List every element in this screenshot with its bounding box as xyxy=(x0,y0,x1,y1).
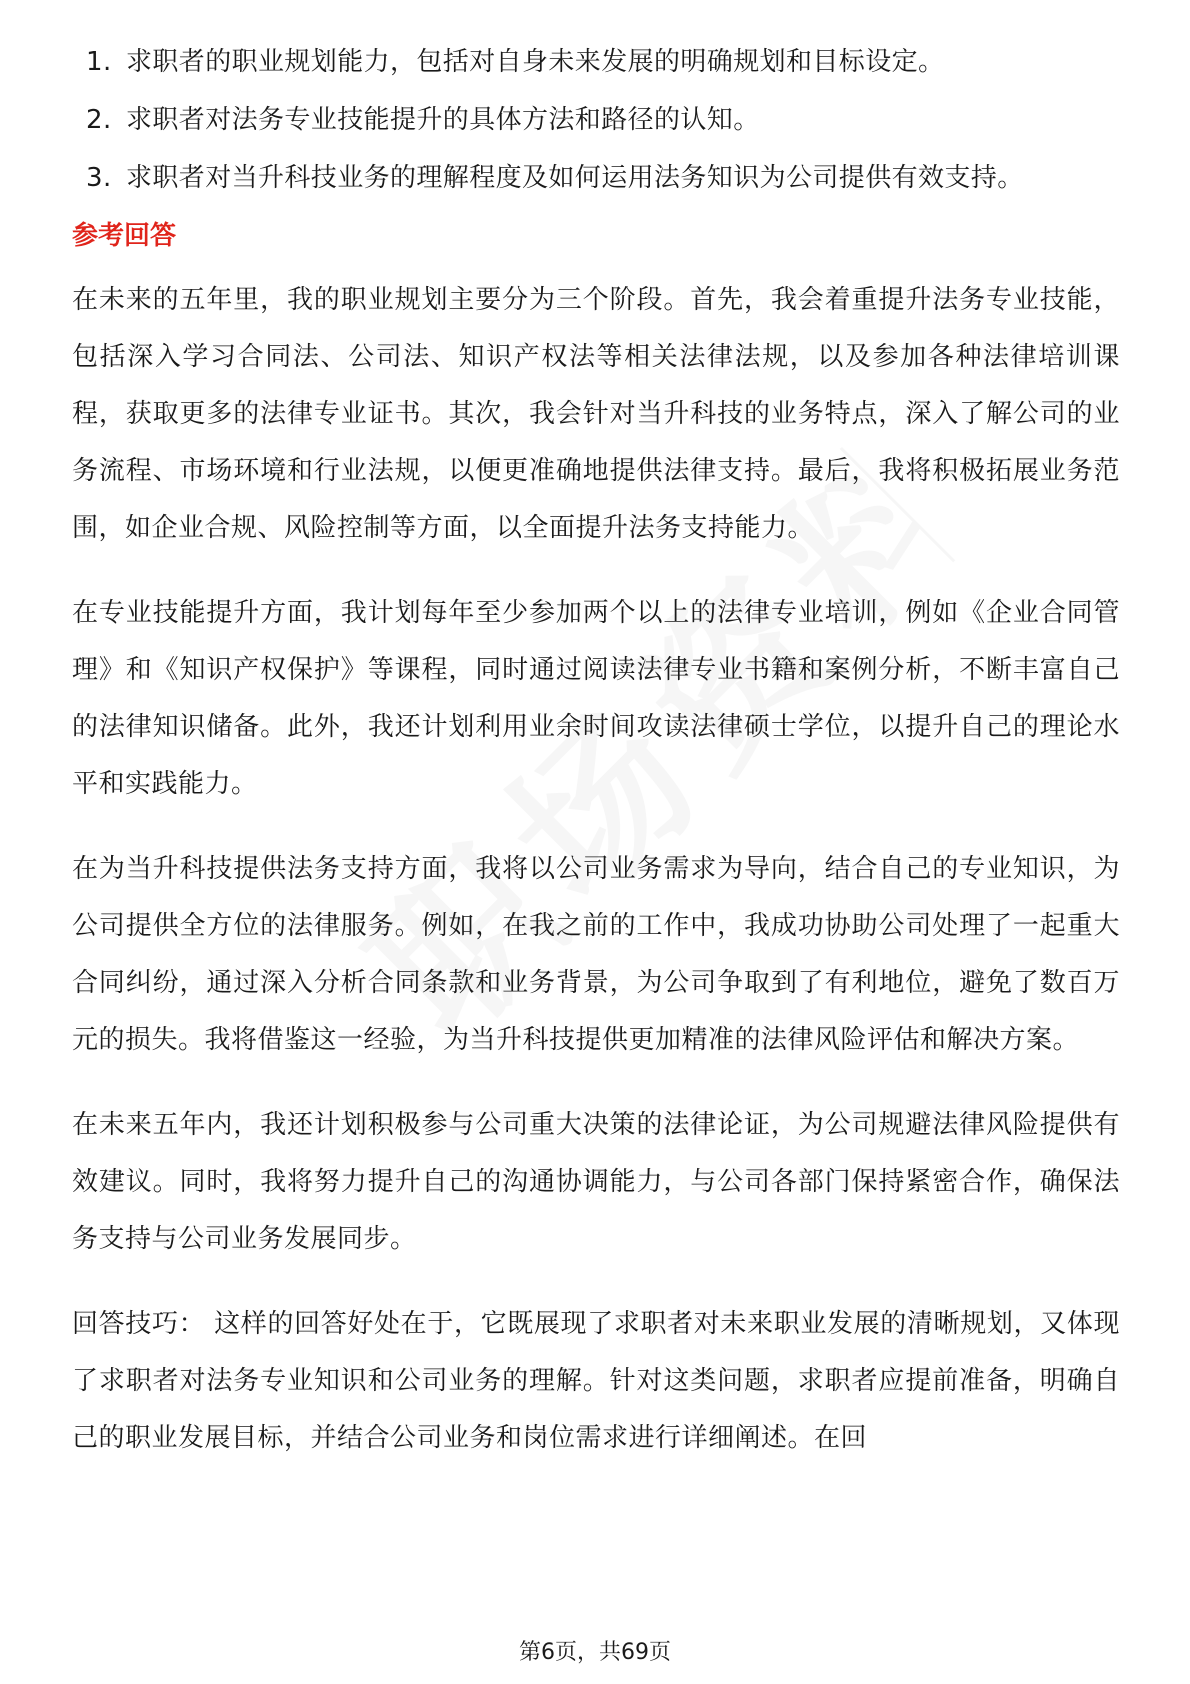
list-item xyxy=(72,158,1120,198)
list-item-number: 2. xyxy=(86,105,112,135)
list-item-number: 1. xyxy=(86,47,112,77)
list-item xyxy=(72,42,1120,82)
paragraph-five-year-plan: 在未来五年内，我还计划积极参与公司重大决策的法律论证，为公司规避法律风险提供有效建议。同时，我将努力提升自己的沟通协调能力，与公司各部门保持紧密合作，确保法务支持与公司业务发展同步。 xyxy=(72,1110,1120,1254)
list-item-text: 求职者对法务专业技能提升的具体方法和路径的认知。 xyxy=(126,105,760,135)
document-body xyxy=(72,42,1120,1495)
paragraph-answer-tips: 回答技巧： 这样的回答好处在于，它既展现了求职者对未来职业发展的清晰规划，又体现了求职者对法务专业知识和公司业务的理解。针对这类问题，求职者应提前准备，明确自己的职业发展目标，并结合公司业务和岗位需求进行详细阐述。在回 xyxy=(72,1309,1120,1453)
paragraph-career-plan: 在未来的五年里，我的职业规划主要分为三个阶段。首先，我会着重提升法务专业技能，包括深入学习合同法、公司法、知识产权法等相关法律法规，以及参加各种法律培训课程，获取更多的法律专业证书。其次，我会针对当升科技的业务特点，深入了解公司的业务流程、市场环境和行业法规，以便更准确地提供法律支持。最后，我将积极拓展业务范围，如企业合规、风险控制等方面，以全面提升法务支持能力。 xyxy=(72,285,1120,543)
criteria-list xyxy=(72,42,1120,198)
paragraph-skill-improvement: 在专业技能提升方面，我计划每年至少参加两个以上的法律专业培训，例如《企业合同管理》和《知识产权保护》等课程，同时通过阅读法律专业书籍和案例分析，不断丰富自己的法律知识储备。此外，我还计划利用业余时间攻读法律硕士学位，以提升自己的理论水平和实践能力。 xyxy=(72,598,1120,799)
page-number-footer: 第6页，共69页 xyxy=(519,1640,671,1665)
list-item-text: 求职者对当升科技业务的理解程度及如何运用法务知识为公司提供有效支持。 xyxy=(126,163,1024,193)
paragraph-legal-support: 在为当升科技提供法务支持方面，我将以公司业务需求为导向，结合自己的专业知识，为公司提供全方位的法律服务。例如，在我之前的工作中，我成功协助公司处理了一起重大合同纠纷，通过深入分析合同条款和业务背景，为公司争取到了有利地位，避免了数百万元的损失。我将借鉴这一经验，为当升科技提供更加精准的法律风险评估和解决方案。 xyxy=(72,854,1120,1055)
list-item-number: 3. xyxy=(86,163,112,193)
list-item-text: 求职者的职业规划能力，包括对自身未来发展的明确规划和目标设定。 xyxy=(126,47,945,77)
answer-heading: 参考回答 xyxy=(72,221,177,251)
list-item xyxy=(72,100,1120,140)
